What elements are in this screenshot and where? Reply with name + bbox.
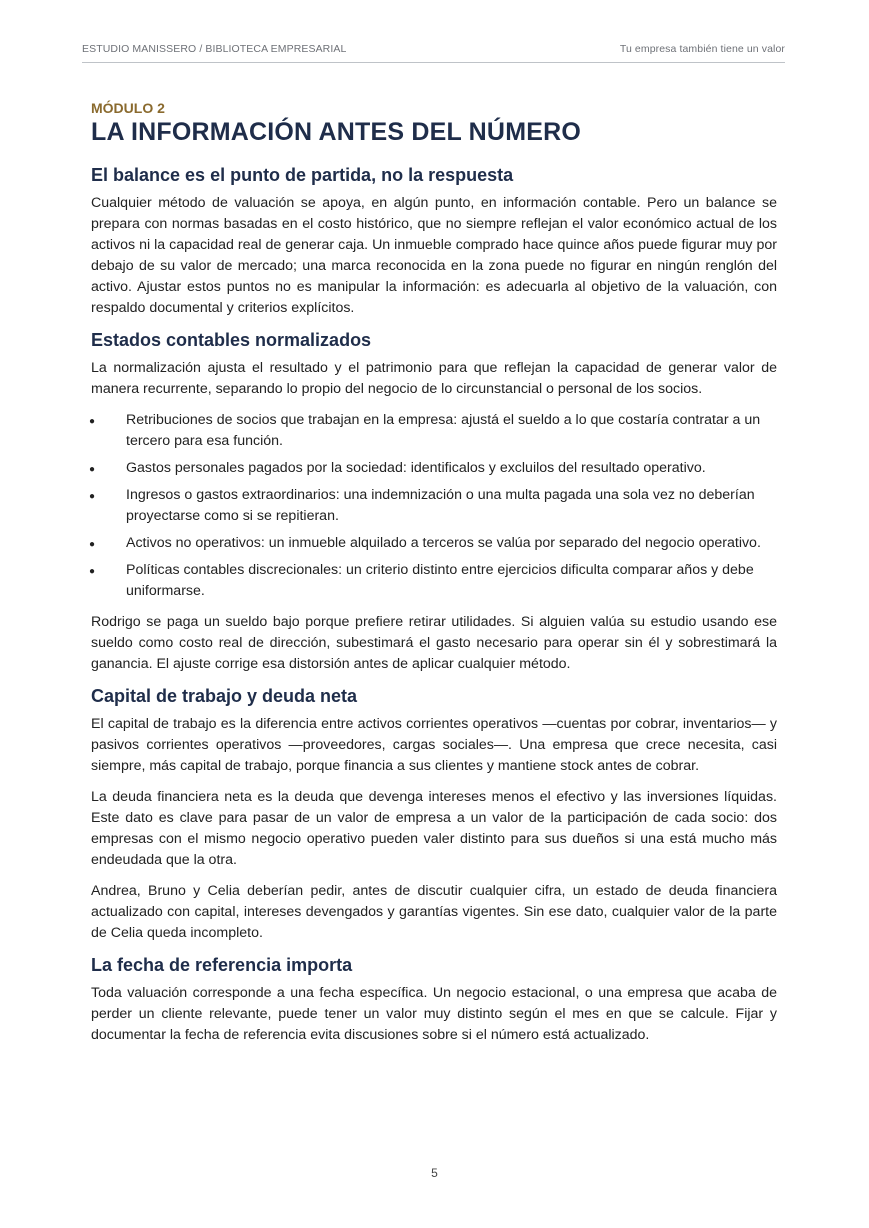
list-item: ● Políticas contables discrecionales: un criterio distinto entre ejercicios dificulta comparar años y debe uniformarse. bbox=[89, 562, 754, 599]
bullet-icon: ● bbox=[89, 416, 96, 427]
module-label: MÓDULO 2 bbox=[91, 100, 165, 116]
bullet-icon: ● bbox=[89, 566, 96, 577]
paragraph: La deuda financiera neta es la deuda que devenga intereses menos el efectivo y las inversiones líquidas. Este dato es clave para pasar de un valor de empresa a un valor de la participación de cada socio: dos empresas con el mismo negocio operativo pueden valer distinto para sus dueños si una está mucho más endeudada que la otra. bbox=[91, 789, 777, 868]
page-header bbox=[82, 36, 785, 63]
list-item: ● Ingresos o gastos extraordinarios: una indemnización o una multa pagada una sola vez no deberían proyectarse como si se repitieran. bbox=[89, 487, 755, 524]
paragraph: Cualquier método de valuación se apoya, en algún punto, en información contable. Pero un balance se prepara con normas basadas en el costo histórico, que no siempre reflejan el valor económico actual de los activos ni la capacidad real de generar caja. Un inmueble comprado hace quince años puede figurar muy por debajo de su valor de mercado; una marca reconocida en la zona puede no figurar en ningún renglón del activo. Ajustar estos puntos no es manipular la información: es adecuarla al objetivo de la valuación, con respaldo documental y criterios explícitos. bbox=[91, 195, 777, 316]
paragraph: Toda valuación corresponde a una fecha específica. Un negocio estacional, o una empresa que acaba de perder un cliente relevante, puede tener un valor muy distinto según el mes en que se calcule. Fijar y documentar la fecha de referencia evita discusiones sobre si el número está actualizado. bbox=[91, 985, 777, 1043]
list-item: ● Activos no operativos: un inmueble alquilado a terceros se valúa por separado del negocio operativo. bbox=[91, 533, 777, 554]
page-number: 5 bbox=[431, 1166, 438, 1180]
section-heading: Capital de trabajo y deuda neta bbox=[91, 686, 358, 706]
section-balance bbox=[91, 164, 777, 319]
header-breadcrumb: ESTUDIO MANISSERO / BIBLIOTECA EMPRESARIAL bbox=[82, 43, 347, 55]
paragraph: Rodrigo se paga un sueldo bajo porque prefiere retirar utilidades. Si alguien valúa su estudio usando ese sueldo como costo real de dirección, subestimará el gasto necesario para operar sin él y sobrestimará la ganancia. El ajuste corrige esa distorsión antes de aplicar cualquier método. bbox=[91, 614, 777, 672]
page-title: LA INFORMACIÓN ANTES DEL NÚMERO bbox=[91, 118, 581, 146]
section-fecha-referencia bbox=[91, 954, 777, 1046]
bullet-icon: ● bbox=[89, 539, 96, 550]
section-heading: El balance es el punto de partida, no la respuesta bbox=[91, 165, 514, 185]
section-normalizados bbox=[91, 329, 777, 675]
section-heading: Estados contables normalizados bbox=[91, 330, 372, 350]
page-content bbox=[91, 99, 777, 1056]
section-capital-trabajo bbox=[91, 685, 777, 944]
paragraph: La normalización ajusta el resultado y el patrimonio para que reflejan la capacidad de generar valor de manera recurrente, separando lo propio del negocio de lo circunstancial o personal de los socios. bbox=[91, 360, 777, 397]
section-heading: La fecha de referencia importa bbox=[91, 955, 353, 975]
bullet-list bbox=[91, 410, 777, 602]
paragraph: Andrea, Bruno y Celia deberían pedir, antes de discutir cualquier cifra, un estado de deuda financiera actualizado con capital, intereses devengados y garantías vigentes. Sin ese dato, cualquier valor de la parte de Celia queda incompleto. bbox=[91, 883, 777, 941]
list-item: ● Gastos personales pagados por la sociedad: identificalos y excluilos del resultado operativo. bbox=[91, 458, 777, 479]
bullet-icon: ● bbox=[89, 464, 96, 475]
paragraph: El capital de trabajo es la diferencia entre activos corrientes operativos —cuentas por cobrar, inventarios— y pasivos corrientes operativos —proveedores, cargas sociales—. Una empresa que crece necesita, casi siempre, más capital de trabajo, porque financia a sus clientes y mantiene stock antes de cobrar. bbox=[91, 716, 777, 774]
list-item: ● Retribuciones de socios que trabajan en la empresa: ajustá el sueldo a lo que costaría contratar a un tercero para esa función. bbox=[89, 412, 761, 449]
bullet-icon: ● bbox=[89, 491, 96, 502]
header-tagline: Tu empresa también tiene un valor bbox=[619, 43, 785, 55]
